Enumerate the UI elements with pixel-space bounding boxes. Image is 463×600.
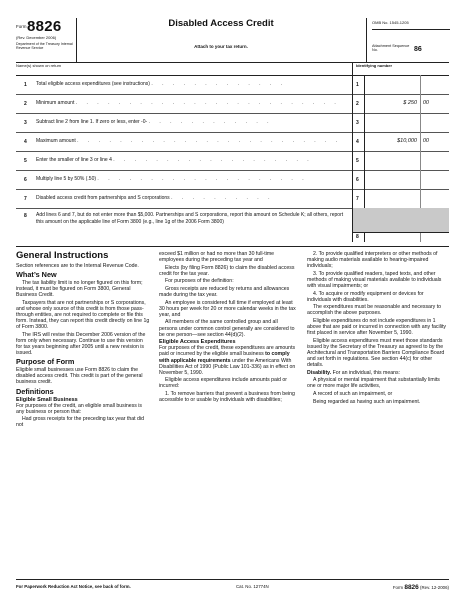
paragraph: For purposes of the definition: [165, 278, 234, 285]
shaded-amount [363, 208, 449, 232]
paragraph: A record of such an impairment, or [313, 390, 393, 397]
box-number: 7 [352, 189, 365, 208]
line-number: 1 [24, 82, 27, 88]
paragraph: 1. To remove barriers that prevent a business from being accessible to or usable by individuals with disabilities; [159, 390, 295, 404]
id-label: Identifying number [356, 63, 392, 68]
instructions-column-3 [307, 251, 449, 406]
line-text: Total eligible access expenditures (see instructions) . . . . . . . . . . . . . [36, 81, 287, 87]
name-row [16, 62, 449, 76]
line-text: Enter the smaller of line 3 or line 4 . . . . . . . . . . . . . . . . . . . [36, 157, 313, 163]
line-number: 6 [24, 177, 27, 183]
paragraph: 3. To provide qualified readers, taped texts, and other methods of making visual materials available to individuals with visual impairments; or [307, 270, 442, 289]
line-3 [16, 113, 449, 133]
section-references: Section references are to the Internal Revenue Code. [16, 263, 139, 269]
paragraph: Eligible access expenditures must meet those standards issued by the Secretary of the Treasury as agreed to by the Architectural and Transportation Barriers Compliance Board and set forth in regulations. See section 44(c) for other details. [307, 337, 445, 369]
omb-number: OMB No. 1545-1205 [372, 20, 450, 30]
attachment-label: Attachment Sequence No. [372, 44, 410, 53]
eligible-access-expenditures-heading: Eligible Access Expenditures [159, 339, 236, 346]
instructions-column-2 [159, 251, 297, 405]
general-instructions-heading: General Instructions [16, 250, 109, 261]
box-number: 1 [352, 75, 365, 94]
paragraph: Disability. For an individual, this means: [307, 369, 401, 376]
amount-value: $10,000 [397, 138, 417, 144]
paragraph: An employee is considered full time if employed at least 30 hours per week for 20 or more calendar weeks in the tax year, and [159, 299, 296, 318]
paragraph: The IRS will revise this December 2006 version of the form only when necessary. Continue to use this version for tax years beginning after 2005 until a new revision is issued. [16, 331, 146, 357]
line-number: 3 [24, 120, 27, 126]
amount-field-3[interactable] [363, 113, 449, 132]
paragraph: 4. To acquire or modify equipment or devices for individuals with disabilities. [307, 290, 424, 303]
amount-field-5[interactable] [363, 151, 449, 170]
form-id-block [16, 18, 77, 62]
line-text: Minimum amount . . . . . . . . . . . . . . . . . . . . . . . . . [36, 100, 340, 106]
revision-date: (Rev. December 2006) [16, 35, 57, 40]
paperwork-notice: For Paperwork Reduction Act Notice, see back of form. [16, 584, 131, 589]
box-number: 6 [352, 170, 365, 189]
line-text: Add lines 6 and 7, but do not enter more than $5,000. Partnerships and S corporations, report this amount on Schedule K; all others, report this amount on the applicable line of Form 3800 (e.g., line 1g of the 2006 Form 3800) [36, 212, 344, 225]
definitions-heading: Definitions [16, 386, 54, 396]
amount-field-1[interactable] [363, 75, 449, 94]
department: Department of the Treasury Internal Revenue Service [16, 42, 73, 51]
paragraph: A physical or mental impairment that substantially limits one or more major life activities, [307, 377, 440, 390]
line-text: Maximum amount . . . . . . . . . . . . . . . . . . . . . . . . . [36, 138, 342, 144]
paragraph: For purposes of the credit, these expenditures are amounts paid or incurred by the eligible small business to comply with applicable requirements under the Americans With Disabilities Act of 1990 (Public Law 101-336) as in effect on November 5, 1990. [159, 345, 296, 376]
line-1 [16, 75, 449, 95]
instructions-column-1 [16, 251, 150, 430]
paragraph: Taxpayers that are not partnerships or S corporations, and whose only source of this credit is from those pass-through entities, are not required to complete or file this form. Instead, they can report this credit directly on line 1g of Form 3800. [16, 299, 150, 331]
paragraph: Eligible access expenditures include amounts paid or incurred: [159, 377, 287, 390]
paragraph: Elects (by filing Form 8826) to claim the disabled access credit for the tax year. [159, 264, 295, 277]
box-number: 5 [352, 151, 365, 170]
amount-field-7[interactable] [363, 189, 449, 208]
purpose-heading: Purpose of Form [16, 357, 75, 367]
form-header [16, 18, 449, 63]
paragraph: For purposes of the credit, an eligible small business is any business or person that: [16, 402, 143, 415]
line-7 [16, 189, 449, 209]
amount-field-4 [363, 132, 449, 151]
paragraph: Gross receipts are reduced by returns and allowances made during the tax year. [159, 285, 290, 299]
amount-field-6[interactable] [363, 170, 449, 189]
form-word: Form [16, 24, 27, 29]
paragraph: Being regarded as having such an impairment. [313, 398, 421, 405]
paragraph: Eligible expenditures do not include expenditures in 1 above that are paid or incurred in connection with any facility first placed in service after November 5, 1990. [307, 317, 446, 337]
paragraph: All members of the same controlled group and all persons under common control generally are considered to be one person—see section 44(d)(2). [159, 319, 295, 338]
form-footer [16, 579, 449, 592]
line-4 [16, 132, 449, 152]
line-number: 2 [24, 101, 27, 107]
amount-field-2 [363, 94, 449, 113]
line-8 [16, 208, 449, 241]
omb-block [366, 18, 450, 62]
paragraph: Eligible small businesses use Form 8826 to claim the disabled access credit. This credit is part of the general business credit. [16, 367, 143, 386]
line-text: Subtract line 2 from line 1. If zero or less, enter -0- . . . . . . . . . . . . [36, 119, 273, 125]
box-number: 4 [352, 132, 365, 151]
name-label: Name(s) shown on return [16, 63, 62, 68]
line-text: Multiply line 5 by 50% (.50) . . . . . . . . . . . . . . . . . . . . [36, 176, 308, 182]
catalog-number: Cat. No. 12774N [236, 584, 269, 589]
line-text: Disabled access credit from partnerships and S corporations . . . . . . . . . . [36, 195, 274, 201]
form-number: 8826 [27, 18, 62, 35]
attach-instruction: Attach to your tax return. [194, 44, 248, 49]
form-title: Disabled Access Credit [168, 18, 274, 29]
line-number: 8 [24, 213, 27, 219]
footer-form-id: Form 8826 (Rev. 12-2006) [392, 584, 449, 591]
line-number: 7 [24, 196, 27, 202]
box-number: 8 [352, 232, 365, 242]
amount-cents: 00 [422, 138, 429, 144]
line-6 [16, 170, 449, 190]
instructions [16, 246, 449, 580]
paragraph: Had gross receipts for the preceding tax year that did not [16, 416, 144, 429]
amount-field-8[interactable] [363, 232, 449, 242]
paragraph: exceed $1 million or had no more than 30 full-time employees during the preceding tax year and [159, 251, 275, 264]
paragraph: The tax liability limit is no longer figured on this form; instead, it must be figured on Form 3800, General Business Credit. [16, 280, 143, 299]
sequence-number: 86 [414, 46, 422, 53]
identifying-number-field[interactable] [352, 62, 450, 75]
box-number: 2 [352, 94, 365, 113]
whats-new-heading: What’s New [16, 270, 57, 280]
line-5 [16, 151, 449, 171]
line-number: 5 [24, 158, 27, 164]
line-2 [16, 94, 449, 114]
paragraph: The expenditures must be reasonable and necessary to accomplish the above purposes. [307, 304, 442, 317]
amount-cents: 00 [422, 100, 429, 106]
paragraph: 2. To provide qualified interpreters or other methods of making audio materials available to hearing-impaired individuals; [307, 251, 438, 270]
box-number: 3 [352, 113, 365, 132]
line-number: 4 [24, 139, 27, 145]
eligible-small-business-heading: Eligible Small Business [16, 396, 78, 403]
amount-value: $ 250 [403, 100, 417, 106]
